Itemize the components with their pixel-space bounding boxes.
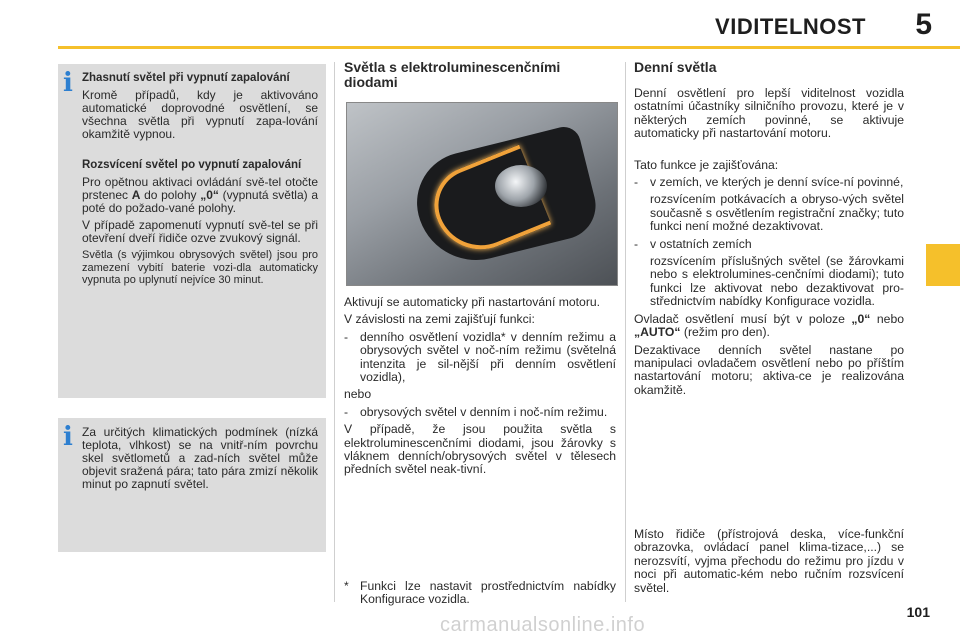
text-auto-off: Světla (s výjimkou obrysových světel) jsou pro zamezení vybití baterie vozi-dla automaticky vypnuta po uplynutí nejvíce 30 minut.	[82, 249, 318, 286]
column-divider	[625, 62, 626, 602]
fog-lamp	[495, 165, 547, 207]
heading-lights-off: Zhasnutí světel při vypnutí zapalování	[82, 72, 290, 84]
daytime-paragraph: Dezaktivace denních světel nastane po manipulaci ovladačem osvětlení nebo po příštím nastartování motoru; aktiva-ce je realizována okamžitě.	[634, 342, 904, 397]
list-item: - obrysových světel v denním i noč-ním režimu.	[344, 404, 608, 419]
footnote: * Funkci lze nastavit prostřednictvím nabídky Konfigurace vozidla.	[344, 579, 616, 607]
info-icon: i	[63, 422, 73, 452]
info-icon: i	[63, 68, 73, 98]
list-item: - v ostatních zemích	[634, 236, 752, 251]
watermark: carmanualsonline.info	[440, 614, 646, 636]
led-paragraph: nebo	[344, 387, 372, 402]
section-title-led: Světla s elektroluminescenčními diodami	[344, 59, 561, 90]
column-divider	[334, 62, 335, 602]
chapter-number: 5	[915, 8, 932, 41]
led-paragraph: Aktivují se automaticky při nastartování motoru.	[344, 295, 601, 309]
list-item: - denního osvětlení vozidla* v denním režimu a obrysových světel v noč-ním režimu (světelná intenzita je sil-nější při denním osvětlení vozidla),	[344, 329, 616, 385]
list-item-detail: rozsvícením příslušných světel (se žárovkami nebo s elektrolumines-cenčními diodami); tuto funkci lze aktivovat nebo dezaktivovat pro-střednictvím nabídky Konfigurace vozidla.	[650, 254, 904, 309]
page-number: 101	[906, 604, 930, 620]
led-lights-section	[344, 60, 616, 481]
dashboard-note: Místo řidiče (přístrojová deska, více-funkční obrazovka, ovládací panel klima-tizace,...) se nerozsvítí, vyjma přechodu do režimu pro jízdu v noci při automatic-kém nebo ručním rozsvícení světel.	[634, 527, 904, 595]
daytime-lights-section	[634, 60, 904, 401]
page-title: VIDITELNOST	[715, 14, 866, 39]
daytime-paragraph: Ovladač osvětlení musí být v poloze „0“ nebo „AUTO“ (režim pro den).	[634, 311, 905, 340]
list-item-detail: rozsvícením potkávacích a obryso-vých světel současně s osvětlením registrační značky; tuto funkci není možné dezaktivovat.	[650, 192, 904, 234]
text-reactivate: Pro opětnou aktivaci ovládání svě-tel otočte prstenec A do polohy „0“ (vypnutá světla) a poté do požado-vané polohy.	[82, 175, 318, 215]
text-warning-sound: V případě zapomenutí vypnutí svě-tel se při otevření dveří řidiče ozve zvukový signál.	[82, 218, 318, 245]
headlight-photo	[346, 102, 618, 286]
chapter-tab	[926, 244, 960, 286]
led-paragraph: V případě, že jsou použita světla s elektroluminescenčními diodami, jsou žárovky s vláknem denních/obrysových světel v tělesech předních světel neak-tivní.	[344, 422, 616, 477]
header-rule	[58, 46, 960, 49]
led-paragraph: V závislosti na zemi zajišťují funkci:	[344, 312, 535, 327]
list-item: - v zemích, ve kterých je denní svíce-ní povinné,	[634, 175, 904, 190]
section-title-daytime: Denní světla	[634, 59, 717, 75]
daytime-paragraph: Denní osvětlení pro lepší viditelnost vozidla ostatními účastníky silničního provozu, které je v některých zemích povinné, se aktivuje automaticky při nastartování motoru.	[634, 86, 904, 141]
info-box-condensation	[58, 418, 326, 552]
text-condensation: Za určitých klimatických podmínek (nízká teplota, vlhkost) se na vnitř-ním povrchu skel světlometů a zad-ních světel může objevit sražená pára; tato pára zmizí několik minut po zapnutí světel.	[82, 425, 318, 491]
text-lights-off: Kromě případů, kdy je aktivováno automatické doprovodné osvětlení, se všechna světla při vypnutí zapa-lování okamžitě vypnou.	[82, 88, 318, 141]
info-box-lights-off	[58, 64, 326, 398]
heading-lights-on: Rozsvícení světel po vypnutí zapalování	[82, 159, 302, 171]
daytime-paragraph: Tato funkce je zajišťována:	[634, 157, 779, 172]
